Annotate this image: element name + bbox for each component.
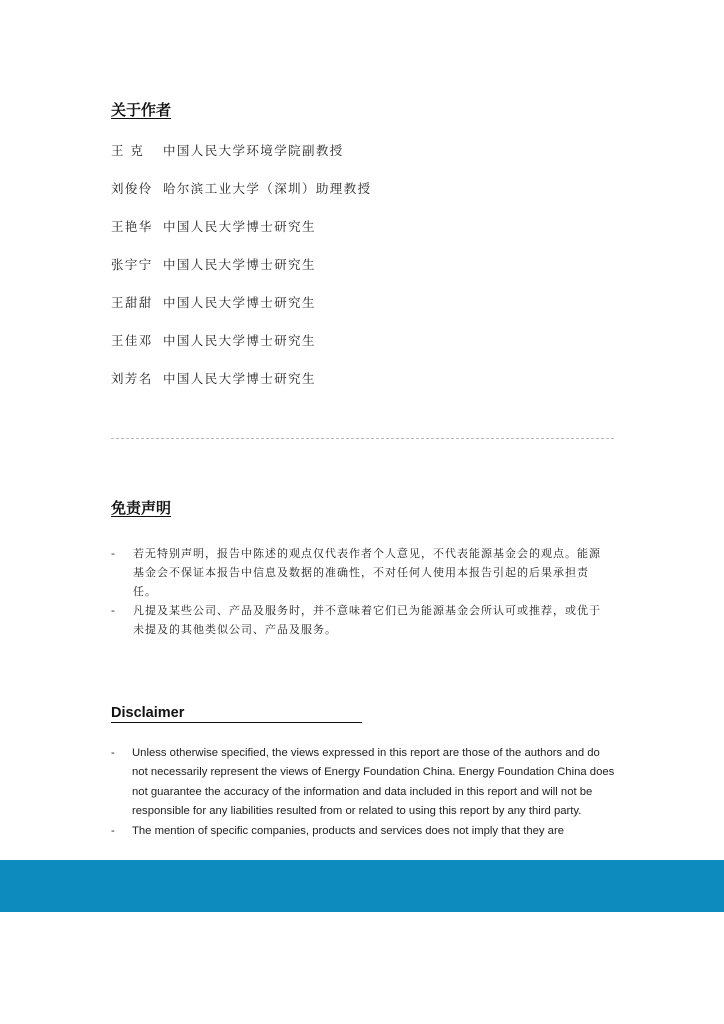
author-row — [111, 180, 372, 218]
disclaimer-en-heading-underline — [111, 702, 362, 723]
about-authors-heading: 关于作者 — [111, 101, 172, 119]
author-name: 刘俊伶 — [111, 181, 153, 196]
section-divider — [111, 438, 614, 439]
author-title: 中国人民大学博士研究生 — [163, 371, 316, 386]
disclaimer-cn-list — [111, 544, 611, 639]
disclaimer-en-heading: Disclaimer — [111, 705, 185, 721]
footer-bar — [0, 860, 724, 912]
author-name: 王佳邓 — [111, 333, 153, 348]
author-title: 中国人民大学博士研究生 — [163, 219, 316, 234]
author-name: 王艳华 — [111, 219, 153, 234]
author-row — [111, 294, 372, 332]
disclaimer-cn-text: 若无特别声明，报告中陈述的观点仅代表作者个人意见，不代表能源基金会的观点。能源基金会不保证本报告中信息及数据的准确性，不对任何人使用本报告引起的后果承担责任。 — [133, 547, 601, 598]
bullet-dash: - — [111, 747, 115, 759]
author-row — [111, 370, 372, 408]
disclaimer-cn-item — [111, 601, 611, 639]
author-title: 中国人民大学博士研究生 — [163, 333, 316, 348]
bullet-dash: - — [111, 824, 115, 837]
author-row — [111, 142, 372, 180]
disclaimer-cn-heading: 免责声明 — [111, 499, 172, 517]
disclaimer-en-list — [111, 744, 616, 841]
bullet-dash: - — [111, 547, 116, 560]
author-name: 王甜甜 — [111, 295, 153, 310]
author-list — [111, 142, 372, 408]
author-name: 王 克 — [111, 143, 145, 158]
author-row — [111, 256, 372, 294]
disclaimer-en-item — [111, 744, 616, 822]
disclaimer-en-text: Unless otherwise specified, the views expressed in this report are those of the authors and do not necessarily represent the views of Energy Foundation China. Energy Foundation China does not guarantee the accuracy of the information and data included in this report and will not be responsible for any liabilities resulted from or related to using this report by any third party. — [132, 747, 615, 818]
author-name: 张宇宁 — [111, 257, 153, 272]
disclaimer-cn-item — [111, 544, 611, 601]
author-row — [111, 332, 372, 370]
author-row — [111, 218, 372, 256]
author-title: 中国人民大学环境学院副教授 — [163, 143, 344, 158]
author-title: 中国人民大学博士研究生 — [163, 257, 316, 272]
disclaimer-cn-text: 凡提及某些公司、产品及服务时，并不意味着它们已为能源基金会所认可或推荐，或优于未提及的其他类似公司、产品及服务。 — [133, 604, 601, 636]
author-title: 哈尔滨工业大学（深圳）助理教授 — [163, 181, 372, 196]
author-name: 刘芳名 — [111, 371, 153, 386]
disclaimer-en-item — [111, 822, 616, 841]
bullet-dash: - — [111, 604, 116, 617]
author-title: 中国人民大学博士研究生 — [163, 295, 316, 310]
disclaimer-en-text: The mention of specific companies, products and services does not imply that they are — [132, 824, 565, 837]
